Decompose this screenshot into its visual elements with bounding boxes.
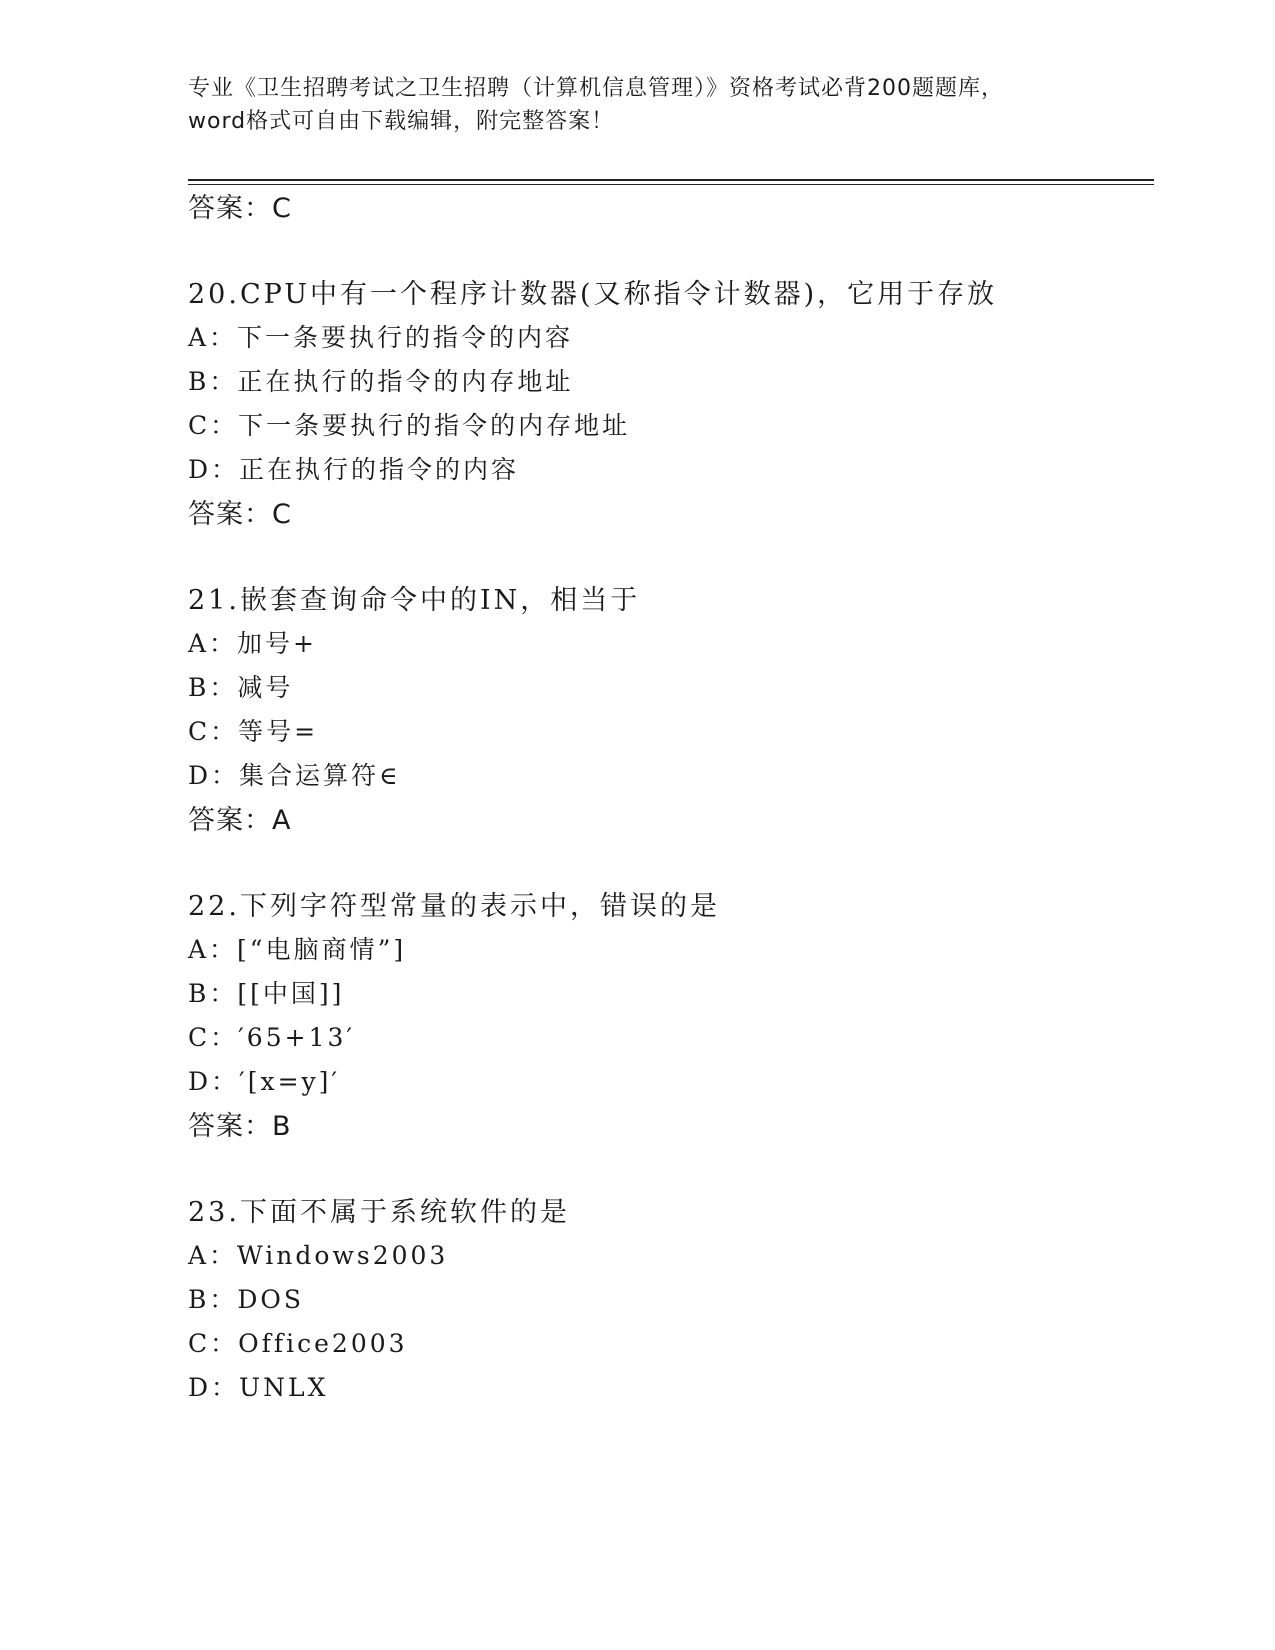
header-line-1: 专业《卫生招聘考试之卫生招聘（计算机信息管理）》资格考试必背200题题库， (188, 76, 1004, 101)
question-23-stem: 23.下面不属于系统软件的是 (188, 1197, 570, 1228)
question-22-option-c: C：′65+13′ (188, 1023, 356, 1052)
question-23-option-a: A：Windows2003 (188, 1241, 449, 1270)
question-23-option-b: B：DOS (188, 1285, 305, 1314)
question-20-option-a: A：下一条要执行的指令的内容 (188, 323, 574, 352)
question-21-option-b: B：减号 (188, 673, 294, 702)
question-20-option-d: D：正在执行的指令的内容 (188, 455, 520, 484)
question-23-option-d: D：UNLX (188, 1373, 329, 1402)
question-21-stem: 21.嵌套查询命令中的IN，相当于 (188, 585, 641, 616)
question-21-option-d: D：集合运算符∈ (188, 761, 401, 790)
question-20-option-c: C：下一条要执行的指令的内存地址 (188, 411, 631, 440)
answer-q20: 答案：C (188, 499, 292, 530)
header-line-2: word格式可自由下载编辑，附完整答案！ (188, 109, 615, 134)
question-22-stem: 22.下列字符型常量的表示中，错误的是 (188, 891, 720, 922)
header-divider-thick (188, 179, 1154, 181)
question-22-option-b: B：[[中国]] (188, 979, 345, 1008)
answer-q19: 答案：C (188, 193, 292, 224)
answer-q22: 答案：B (188, 1111, 292, 1142)
question-23-option-c: C：Office2003 (188, 1329, 408, 1358)
answer-q21: 答案：A (188, 805, 292, 836)
question-22-option-a: A：[“电脑商情”] (188, 935, 407, 964)
document-header (188, 72, 1088, 138)
question-22-option-d: D：′[x=y]′ (188, 1067, 341, 1096)
question-21-option-a: A：加号+ (188, 629, 318, 658)
question-21-option-c: C：等号= (188, 717, 319, 746)
question-20-stem: 20.CPU中有一个程序计数器(又称指令计数器)，它用于存放 (188, 279, 998, 310)
question-20-option-b: B：正在执行的指令的内存地址 (188, 367, 574, 396)
header-divider-thin (188, 184, 1154, 185)
